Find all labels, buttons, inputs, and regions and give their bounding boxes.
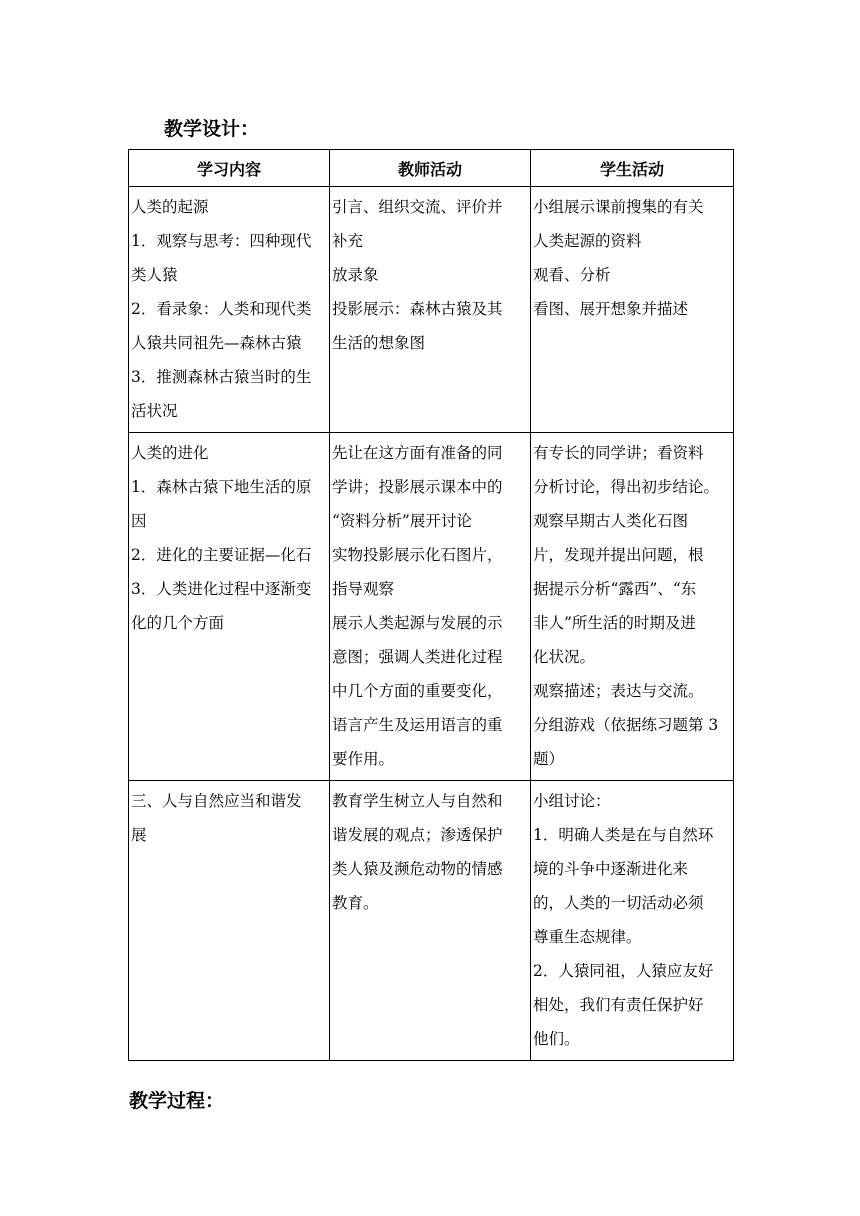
header-teacher-activity: 教师活动 xyxy=(330,150,531,187)
text-line: 人类起源的资料 xyxy=(533,232,642,250)
text-line: 人类的起源 xyxy=(131,198,209,216)
text-line: 境的斗争中逐渐进化来 xyxy=(533,860,689,878)
cell-student xyxy=(531,781,734,1061)
cell-student xyxy=(531,187,734,433)
text-line: 补充 xyxy=(332,232,364,250)
text-line: 分组游戏（依据练习题第 3 xyxy=(533,716,719,734)
text-line: 题） xyxy=(533,750,565,768)
cell-content xyxy=(129,781,330,1061)
text-line: 意图；强调人类进化过程 xyxy=(332,648,503,666)
text-line: 中几个方面的重要变化， xyxy=(332,682,503,700)
text-line: 类人猿 xyxy=(131,266,178,284)
text-line: 片，发现并提出问题，根 xyxy=(533,546,704,564)
text-line: 观察早期古人类化石图 xyxy=(533,512,689,530)
text-line: 观看、分析 xyxy=(533,266,611,284)
text-line: 先让在这方面有准备的同 xyxy=(332,444,503,462)
text-line: 化的几个方面 xyxy=(131,614,225,632)
table-row xyxy=(129,781,734,1061)
text-line: 三、人与自然应当和谐发 xyxy=(131,792,302,810)
text-line: 小组讨论： xyxy=(533,792,611,810)
text-line: 看图、展开想象并描述 xyxy=(533,300,689,318)
lesson-plan-table xyxy=(128,149,734,1061)
cell-teacher xyxy=(330,781,531,1061)
text-line: 3．人类进化过程中逐渐变 xyxy=(131,580,312,598)
table-row xyxy=(129,433,734,781)
text-line: 学讲；投影展示课本中的 xyxy=(332,478,503,496)
cell-teacher xyxy=(330,433,531,781)
teaching-process-heading: 教学过程： xyxy=(129,1090,225,1112)
text-line: 谐发展的观点；渗透保护 xyxy=(332,826,503,844)
text-line: 他们。 xyxy=(533,1030,580,1048)
cell-content xyxy=(129,433,330,781)
text-line: “资料分析”展开讨论 xyxy=(332,512,472,530)
text-line: 2．人猿同祖，人猿应友好 xyxy=(533,962,714,980)
text-line: 教育学生树立人与自然和 xyxy=(332,792,503,810)
text-line: 类人猿及濒危动物的情感 xyxy=(332,860,503,878)
text-line: 引言、组织交流、评价并 xyxy=(332,198,503,216)
text-line: 3．推测森林古猿当时的生 xyxy=(131,368,312,386)
text-line: 指导观察 xyxy=(332,580,395,598)
cell-teacher xyxy=(330,187,531,433)
text-line: 观察描述；表达与交流。 xyxy=(533,682,704,700)
text-line: 投影展示：森林古猿及其 xyxy=(332,300,503,318)
text-line: 实物投影展示化石图片， xyxy=(332,546,503,564)
text-line: 人类的进化 xyxy=(131,444,209,462)
text-line: 生活的想象图 xyxy=(332,334,426,352)
text-line: 相处，我们有责任保护好 xyxy=(533,996,704,1014)
text-line: 1．观察与思考：四种现代 xyxy=(131,232,312,250)
text-line: 语言产生及运用语言的重 xyxy=(332,716,503,734)
table-row xyxy=(129,187,734,433)
text-line: 人猿共同祖先—森林古猿 xyxy=(131,334,302,352)
cell-student xyxy=(531,433,734,781)
text-line: 要作用。 xyxy=(332,750,395,768)
text-line: 分析讨论，得出初步结论。 xyxy=(533,478,720,496)
table-header-row xyxy=(129,150,734,187)
text-line: 非人”所生活的时期及进 xyxy=(533,614,696,632)
text-line: 活状况 xyxy=(131,402,178,420)
text-line: 有专长的同学讲；看资料 xyxy=(533,444,704,462)
text-line: 1．明确人类是在与自然环 xyxy=(533,826,714,844)
text-line: 展 xyxy=(131,826,147,844)
cell-content xyxy=(129,187,330,433)
text-line: 2．看录象：人类和现代类 xyxy=(131,300,312,318)
text-line: 展示人类起源与发展的示 xyxy=(332,614,503,632)
text-line: 1．森林古猿下地生活的原 xyxy=(131,478,312,496)
text-line: 因 xyxy=(131,512,147,530)
text-line: 小组展示课前搜集的有关 xyxy=(533,198,704,216)
text-line: 尊重生态规律。 xyxy=(533,928,642,946)
text-line: 的，人类的一切活动必须 xyxy=(533,894,704,912)
text-line: 教育。 xyxy=(332,894,379,912)
text-line: 据提示分析“露西”、“东 xyxy=(533,580,697,598)
header-student-activity: 学生活动 xyxy=(531,150,734,187)
text-line: 放录象 xyxy=(332,266,379,284)
text-line: 化状况。 xyxy=(533,648,596,666)
teaching-design-heading: 教学设计： xyxy=(164,118,260,140)
header-learning-content: 学习内容 xyxy=(129,150,330,187)
text-line: 2．进化的主要证据—化石 xyxy=(131,546,312,564)
